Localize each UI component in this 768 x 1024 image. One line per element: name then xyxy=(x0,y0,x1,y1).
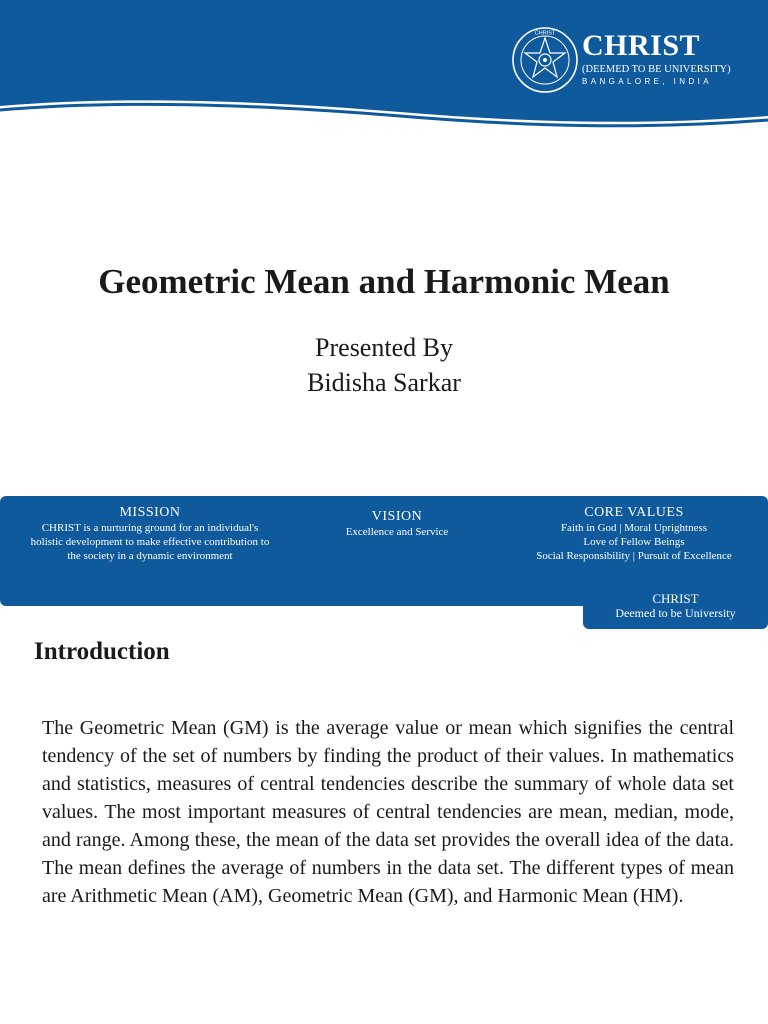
author-name: Bidisha Sarkar xyxy=(307,368,461,397)
introduction-paragraph: The Geometric Mean (GM) is the average value or mean which signifies the central tendency of the set of numbers by finding the product of their values. In mathematics and statistics, measures of central tendencies describe the summary of whole data set values. The most important measures of central tendencies are mean, median, mode, and range. Among these, the mean of the data set provides the overall idea of the data. The mean defines the average of numbers in the data set. The different types of mean are Arithmetic Mean (AM), Geometric Mean (GM), and Harmonic Mean (HM). xyxy=(42,717,734,907)
brand-location: BANGALORE, INDIA xyxy=(582,77,712,86)
introduction-heading: Introduction xyxy=(34,638,170,665)
slide-header xyxy=(0,0,768,130)
university-tag xyxy=(583,586,768,629)
vision-line: Excellence and Service xyxy=(345,526,449,538)
mission-column xyxy=(0,505,300,563)
core-values-line: Social Responsibility | Pursuit of Excellence xyxy=(536,550,732,562)
mission-line: CHRIST is a nurturing ground for an individual's xyxy=(41,522,259,534)
vision-heading: VISION xyxy=(371,509,423,524)
core-values-line: Faith in God | Moral Uprightness xyxy=(560,522,708,534)
mission-line: the society in a dynamic environment xyxy=(67,550,233,562)
presented-by-label: Presented By xyxy=(315,333,453,362)
brand-subtitle: (DEEMED TO BE UNIVERSITY) xyxy=(582,64,731,75)
core-values-column xyxy=(508,505,760,563)
slide-title: Geometric Mean and Harmonic Mean xyxy=(98,262,670,301)
core-values-line: Love of Fellow Beings xyxy=(583,536,685,548)
christ-seal-logo xyxy=(511,26,579,94)
tag-line-1: CHRIST xyxy=(652,591,699,606)
brand-name: CHRIST xyxy=(582,29,701,62)
core-values-heading: CORE VALUES xyxy=(584,505,684,520)
tag-line-2: Deemed to be University xyxy=(615,606,736,620)
presenter-block xyxy=(0,330,768,400)
brand-block xyxy=(582,30,731,88)
seal-lettering: CHRIST xyxy=(534,30,556,37)
mission-heading: MISSION xyxy=(119,505,181,520)
vision-column xyxy=(318,509,476,539)
mission-line: holistic development to make effective contribution to xyxy=(30,536,270,548)
